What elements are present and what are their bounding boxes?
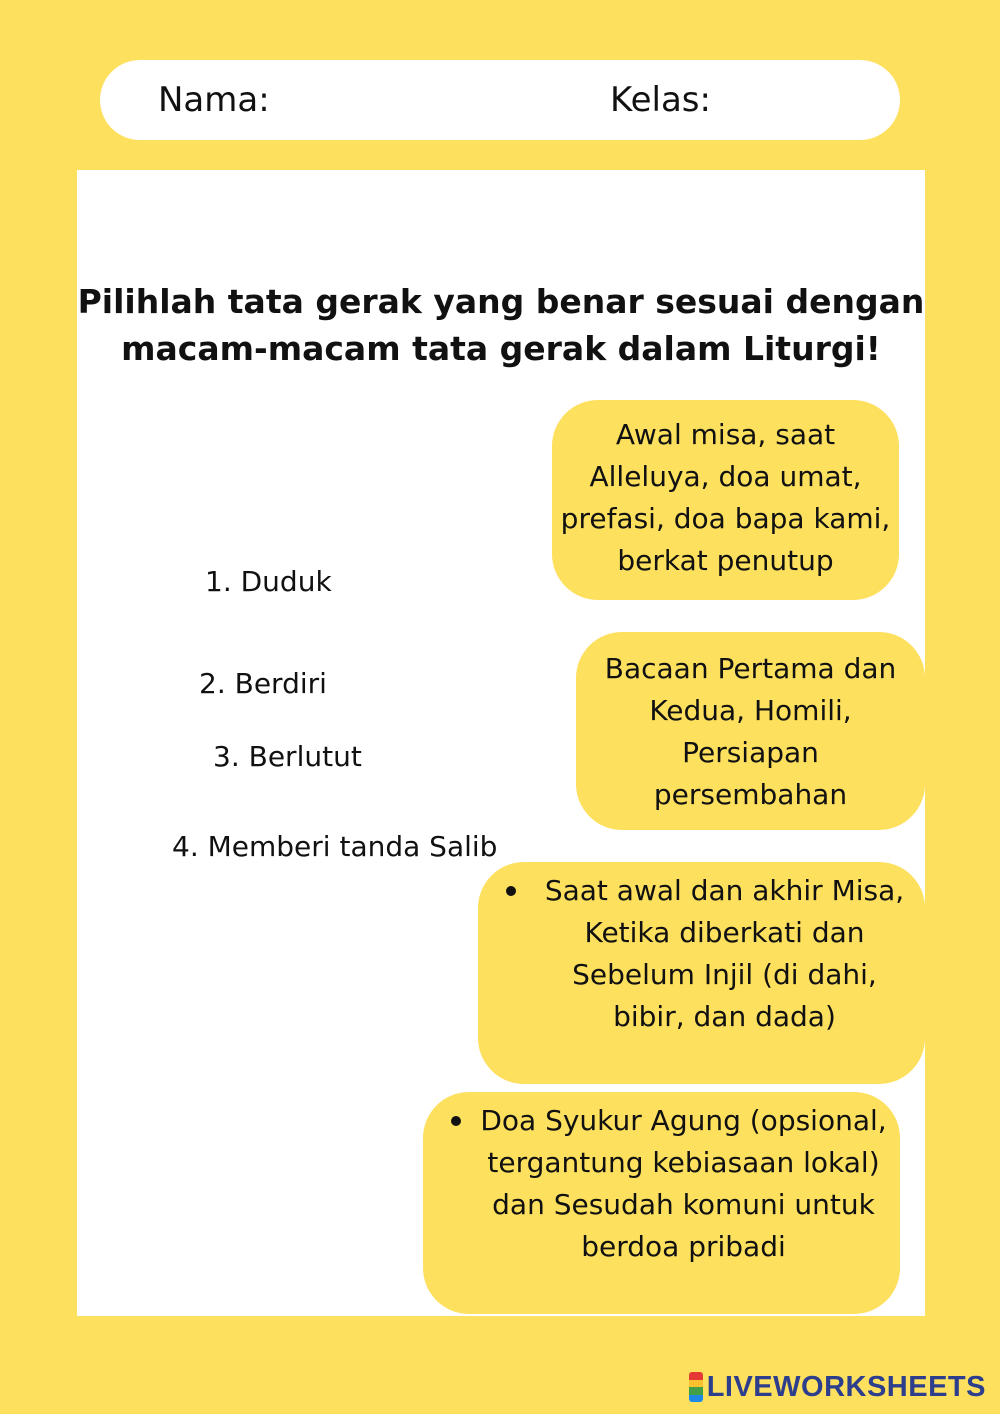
student-info-bar: [100, 60, 900, 140]
answer-box-4-line: dan Sesudah komuni untuk: [492, 1188, 875, 1221]
answer-box-3-line: bibir, dan dada): [613, 1000, 836, 1033]
answer-box-3-line: Saat awal dan akhir Misa,: [544, 874, 905, 907]
answer-box-3[interactable]: [478, 862, 925, 1084]
term-tanda-salib[interactable]: 4. Memberi tanda Salib: [172, 830, 498, 863]
answer-box-2-line: Kedua, Homili,: [649, 694, 852, 727]
name-label: Nama:: [158, 80, 270, 120]
term-berdiri[interactable]: 2. Berdiri: [199, 667, 327, 700]
answer-box-1-line: berkat penutup: [617, 544, 834, 577]
answer-box-4-line: berdoa pribadi: [581, 1230, 786, 1263]
bullet-icon: [506, 886, 516, 896]
answer-box-2-line: Bacaan Pertama dan: [604, 652, 897, 685]
answer-box-3-line: Sebelum Injil (di dahi,: [572, 958, 877, 991]
answer-box-3-line: Ketika diberkati dan: [584, 916, 865, 949]
answer-box-4-line: tergantung kebiasaan lokal): [487, 1146, 880, 1179]
answer-box-2-line: Persiapan: [682, 736, 819, 769]
answer-box-1-line: Awal misa, saat: [615, 418, 836, 451]
instruction-line-1: Pilihlah tata gerak yang benar sesuai dengan: [77, 282, 925, 321]
brand-name: LIVEWORKSHEETS: [706, 1370, 986, 1403]
worksheet-panel: [77, 170, 925, 1316]
answer-box-2-line: persembahan: [653, 778, 848, 811]
answer-box-2[interactable]: [576, 632, 925, 830]
answer-box-1-line: prefasi, doa bapa kami,: [560, 502, 891, 535]
term-duduk[interactable]: 1. Duduk: [205, 565, 332, 598]
liveworksheets-logo: [689, 1370, 986, 1404]
instruction-heading: [77, 278, 925, 372]
answer-box-4[interactable]: [423, 1092, 900, 1314]
answer-box-1[interactable]: [552, 400, 899, 600]
liveworksheets-mark-icon: [689, 1372, 703, 1402]
class-label: Kelas:: [610, 80, 711, 120]
instruction-line-2: macam-macam tata gerak dalam Liturgi!: [121, 329, 881, 368]
answer-box-4-line: Doa Syukur Agung (opsional,: [480, 1104, 887, 1137]
bullet-icon: [451, 1116, 461, 1126]
answer-box-1-line: Alleluya, doa umat,: [589, 460, 862, 493]
term-berlutut[interactable]: 3. Berlutut: [213, 740, 362, 773]
